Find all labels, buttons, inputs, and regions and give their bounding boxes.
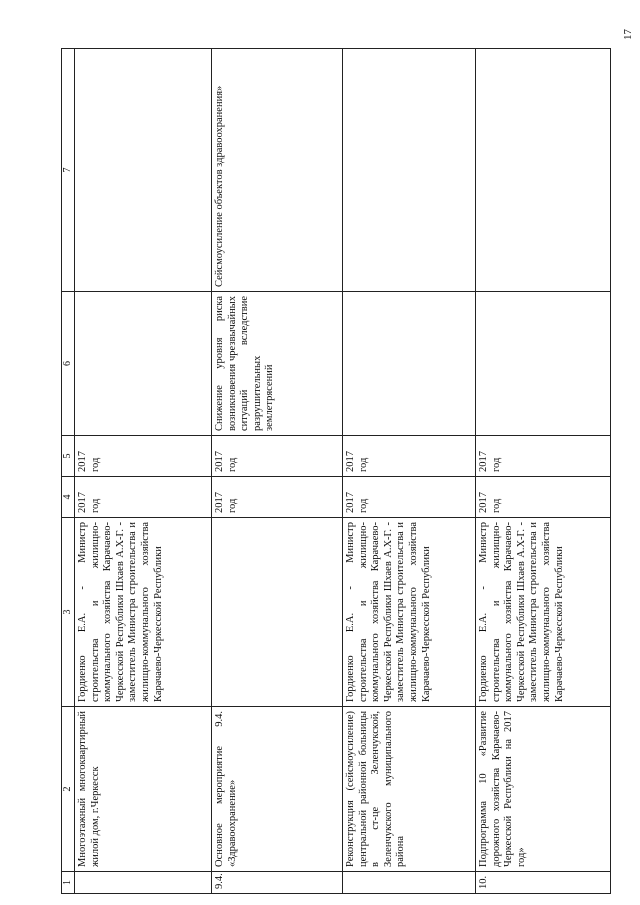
program-table — [61, 48, 611, 894]
responsible-executor: Гордиенко Е.А. - Министр строительства и жилищно-коммунального хозяйства Карачаево-Черкесской Республики Шхаев А.Х-Г. - заместитель Министра строительства и жилищно-коммунального хозяйства Карачаево-Черкесской Республики — [75, 518, 212, 707]
activity-name: Основное мероприятие 9.4. «Здравоохранение» — [212, 707, 343, 872]
expected-result — [75, 292, 212, 436]
expected-result: Снижение уровня риска возникновения чрезвычайных ситуаций вследствие разрушительных землетрясений — [212, 292, 343, 436]
table-row — [75, 49, 212, 894]
col-header-3: 3 — [62, 518, 75, 707]
activity-name: Реконструкция (сейсмоусиление) центральной районной больницы в ст-це Зеленчукской, Зеленчукского муниципального района — [343, 707, 476, 872]
activity-name: Многоэтажный многоквартирный жилой дом, г.Черкесск — [75, 707, 212, 872]
start-year: 2017 год — [212, 477, 343, 518]
responsible-executor: Гордиенко Е.А. - Министр строительства и жилищно-коммунального хозяйства Карачаево-Черкесской Республики Шхаев А.Х-Г. - заместитель Министра строительства и жилищно-коммунального хозяйства Карачаево-Черкесской Республики — [476, 518, 611, 707]
row-number: 9.4. — [212, 872, 343, 894]
col-header-1: 1 — [62, 872, 75, 894]
table-row — [212, 49, 343, 894]
activity-name: Подпрограмма 10 «Развитие дорожного хозяйства Карачаево-Черкесской Республики на 2017 год» — [476, 707, 611, 872]
start-year: 2017 год — [75, 477, 212, 518]
row-number — [343, 872, 476, 894]
start-year: 2017 год — [476, 477, 611, 518]
linked-indicator — [476, 49, 611, 292]
linked-indicator — [75, 49, 212, 292]
col-header-4: 4 — [62, 477, 75, 518]
row-number: 10. — [476, 872, 611, 894]
col-header-7: 7 — [62, 49, 75, 292]
end-year: 2017 год — [212, 436, 343, 477]
end-year: 2017 год — [75, 436, 212, 477]
responsible-executor: Гордиенко Е.А. - Министр строительства и жилищно-коммунального хозяйства Карачаево-Черкесской Республики Шхаев А.Х-Г. - заместитель Министра строительства и жилищно-коммунального хозяйства Карачаево-Черкесской Республики — [343, 518, 476, 707]
expected-result — [343, 292, 476, 436]
row-number — [75, 872, 212, 894]
col-header-6: 6 — [62, 292, 75, 436]
table-row — [476, 49, 611, 894]
table-row — [343, 49, 476, 894]
col-header-2: 2 — [62, 707, 75, 872]
end-year: 2017 год — [343, 436, 476, 477]
page-number: 17 — [622, 29, 634, 40]
expected-result — [476, 292, 611, 436]
col-header-5: 5 — [62, 436, 75, 477]
responsible-executor — [212, 518, 343, 707]
linked-indicator — [343, 49, 476, 292]
header-row — [62, 49, 75, 894]
linked-indicator: Сейсмоусиление объектов здравоохранения» — [212, 49, 343, 292]
end-year: 2017 год — [476, 436, 611, 477]
start-year: 2017 год — [343, 477, 476, 518]
